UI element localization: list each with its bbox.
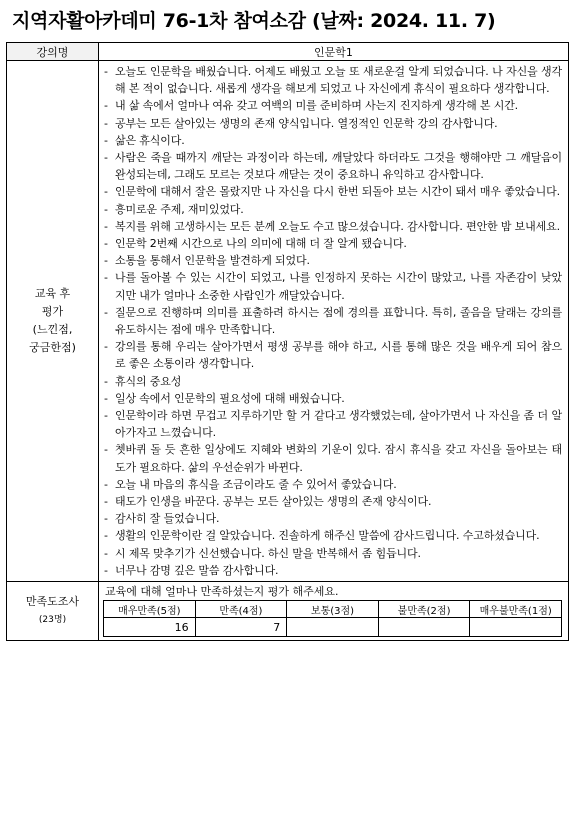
feedback-label-line: 교육 후: [34, 287, 71, 301]
satisfaction-value: [378, 618, 470, 637]
satisfaction-value: 16: [104, 618, 196, 637]
feedback-list: [99, 61, 568, 581]
feedback-item: - 시 제목 맞추기가 신선했습니다. 하신 말을 반복해서 좀 힘듭니다.: [102, 545, 562, 562]
course-label: 강의명: [7, 43, 99, 61]
feedback-label-line: 평가: [41, 305, 64, 319]
feedback-item: - 쳇바퀴 돌 듯 흔한 일상에도 지혜와 변화의 기운이 있다. 잠시 휴식을 갖고 자신을 돌아보는 태도가 필요하다. 삶의 우선순위가 바뀐다.: [102, 441, 562, 475]
feedback-item: - 사람은 죽을 때까지 깨닫는 과정이라 하는데, 깨달았다 하더라도 그것을 행해야만 그 깨달음이 완성되는데, 그래도 모르는 것보다 깨닫는 것이 중요하니 유익하고 감사합니다.: [102, 149, 562, 183]
satisfaction-question: 교육에 대해 얼마나 만족하셨는지 평가 해주세요.: [105, 585, 339, 599]
feedback-label-line: 궁금한점): [29, 341, 76, 355]
feedback-item: - 인문학에 대해서 잘은 몰랐지만 나 자신을 다시 한번 되돌아 보는 시간이 돼서 매우 좋았습니다.: [102, 183, 562, 200]
respondent-count: (23명): [38, 615, 67, 626]
course-name: 인문학1: [99, 43, 569, 61]
feedback-item: - 태도가 인생을 바꾼다. 공부는 모든 살아있는 생명의 존재 양식이다.: [102, 493, 562, 510]
satisfaction-header-row: [104, 601, 562, 618]
feedback-item: - 오늘도 인문학을 배웠습니다. 어제도 배웠고 오늘 또 새로운걸 알게 되었습니다. 나 자신을 생각해 본 적이 없습니다. 새롭게 생각을 해보게 되었고 나 자신에게 휴식이 필요하다 생각합니다.: [102, 63, 562, 97]
satisfaction-label-cell: [7, 582, 99, 641]
feedback-item: - 인문학 2번째 시간으로 나의 의미에 대해 더 잘 알게 됐습니다.: [102, 235, 562, 252]
satisfaction-values-row: [104, 618, 562, 637]
satisfaction-column-header: 매우만족(5점): [104, 601, 196, 618]
page-title: 지역자활아카데미 76-1차 참여소감 (날짜: 2024. 11. 7): [12, 10, 496, 32]
feedback-item: - 공부는 모든 살아있는 생명의 존재 양식입니다. 열정적인 인문학 강의 감사합니다.: [102, 115, 562, 132]
satisfaction-column-header: 만족(4점): [195, 601, 287, 618]
satisfaction-value: 7: [195, 618, 287, 637]
feedback-item: - 질문으로 진행하며 의미를 표출하려 하시는 점에 경의를 표합니다. 특히, 졸음을 달래는 강의를 유도하시는 점에 매우 만족합니다.: [102, 304, 562, 338]
feedback-item: - 생활의 인문학이란 걸 알았습니다. 진솔하게 해주신 말씀에 감사드립니다. 수고하셨습니다.: [102, 527, 562, 544]
satisfaction-label: 만족도조사: [25, 595, 80, 609]
satisfaction-row: [7, 582, 569, 641]
feedback-label: [7, 61, 99, 582]
feedback-item: - 소통을 통해서 인문학을 발견하게 되었다.: [102, 252, 562, 269]
survey-table: [6, 42, 569, 641]
satisfaction-value: [287, 618, 379, 637]
feedback-row: [7, 61, 569, 582]
feedback-item: - 일상 속에서 인문학의 필요성에 대해 배웠습니다.: [102, 390, 562, 407]
feedback-item: - 강의를 통해 우리는 살아가면서 평생 공부를 해야 하고, 시를 통해 많은 것을 배우게 되어 참으로 좋은 소통이라 생각합니다.: [102, 338, 562, 372]
satisfaction-column-header: 매우불만족(1점): [470, 601, 562, 618]
course-row: [7, 43, 569, 61]
satisfaction-column-header: 불만족(2점): [378, 601, 470, 618]
feedback-label-line: (느낀점,: [32, 323, 73, 337]
feedback-item: - 감사히 잘 들었습니다.: [102, 510, 562, 527]
satisfaction-table: [103, 600, 562, 637]
feedback-item: - 인문학이라 하면 무겁고 지루하기만 할 거 같다고 생각했었는데, 살아가면서 나 자신을 좀 더 알아가자고 느꼈습니다.: [102, 407, 562, 441]
satisfaction-column-header: 보통(3점): [287, 601, 379, 618]
feedback-item: - 오늘 내 마음의 휴식을 조금이라도 줄 수 있어서 좋았습니다.: [102, 476, 562, 493]
feedback-item: - 너무나 감명 깊은 말씀 감사합니다.: [102, 562, 562, 579]
feedback-item: - 흥미로운 주제, 재미있었다.: [102, 201, 562, 218]
feedback-item: - 삶은 휴식이다.: [102, 132, 562, 149]
feedback-cell: [99, 61, 569, 582]
satisfaction-cell: [99, 582, 569, 641]
feedback-item: - 복지를 위해 고생하시는 모든 분께 오늘도 수고 많으셨습니다. 감사합니다. 편안한 밤 보내세요.: [102, 218, 562, 235]
feedback-item: - 휴식의 중요성: [102, 373, 562, 390]
feedback-item: - 나를 돌아볼 수 있는 시간이 되었고, 나를 인정하지 못하는 시간이 많았고, 나를 자존감이 낮았지만 내가 얼마나 소중한 사람인가 깨달았습니다.: [102, 269, 562, 303]
feedback-item: - 내 삶 속에서 얼마나 여유 갖고 여백의 미를 준비하며 사는지 진지하게 생각해 본 시간.: [102, 97, 562, 114]
satisfaction-value: [470, 618, 562, 637]
